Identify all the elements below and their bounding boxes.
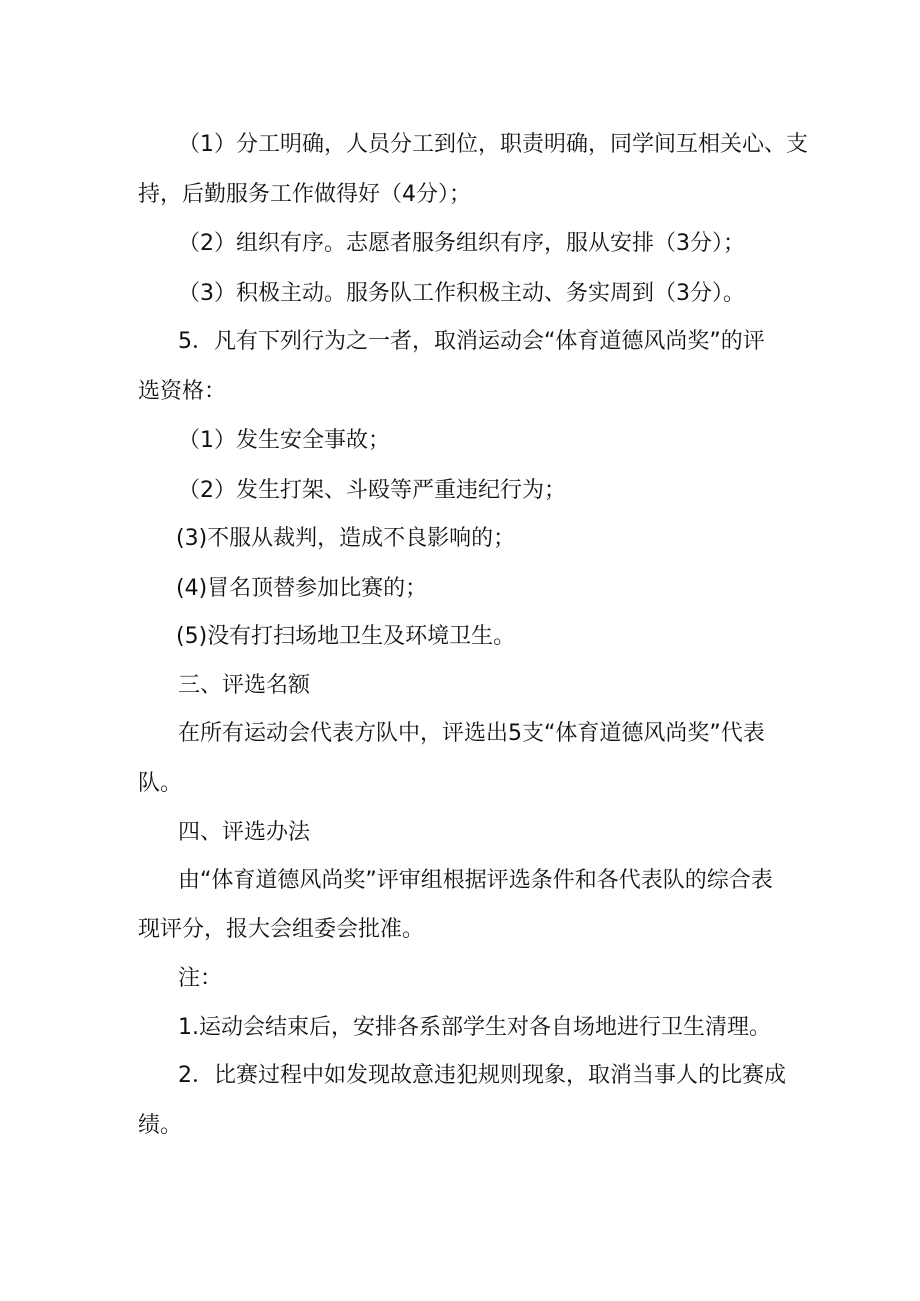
paragraph-line: (5)没有打扫场地卫生及环境卫生。 [176, 624, 516, 649]
paragraph-line: （2）发生打架、斗殴等严重违纪行为； [178, 478, 566, 503]
paragraph-line: （1）发生安全事故； [178, 428, 390, 453]
note-item: 2．比赛过程中如发现故意违犯规则现象，取消当事人的比赛成 [178, 1063, 786, 1088]
paragraph-line: 在所有运动会代表方队中，评选出5支“体育道德风尚奖”代表 [178, 721, 765, 746]
paragraph-line: （2）组织有序。志愿者服务组织有序，服从安排（3分）； [178, 231, 745, 256]
paragraph-line: 队。 [138, 771, 183, 796]
paragraph-line: 现评分，报大会组委会批准。 [138, 917, 425, 942]
paragraph-line: 由“体育道德风尚奖”评审组根据评选条件和各代表队的综合表 [178, 868, 773, 893]
paragraph-line: 绩。 [138, 1113, 183, 1138]
note-item: 1.运动会结束后，安排各系部学生对各自场地进行卫生清理。 [178, 1015, 771, 1040]
paragraph-line: (3)不服从裁判，造成不良影响的； [176, 526, 516, 551]
paragraph-line: （3）积极主动。服务队工作积极主动、务实周到（3分）。 [178, 281, 745, 306]
paragraph-line: 5．凡有下列行为之一者，取消运动会“体育道德风尚奖”的评 [178, 329, 765, 354]
paragraph-line: 持，后勤服务工作做得好（4分）； [138, 182, 471, 207]
section-heading: 三、评选名额 [178, 673, 311, 698]
note-label: 注： [178, 966, 223, 991]
paragraph-line: 选资格： [138, 379, 227, 404]
section-heading: 四、评选办法 [178, 820, 311, 845]
paragraph-line: (4)冒名顶替参加比赛的； [176, 576, 428, 601]
paragraph-line: （1）分工明确，人员分工到位，职责明确，同学间互相关心、支 [178, 132, 808, 157]
